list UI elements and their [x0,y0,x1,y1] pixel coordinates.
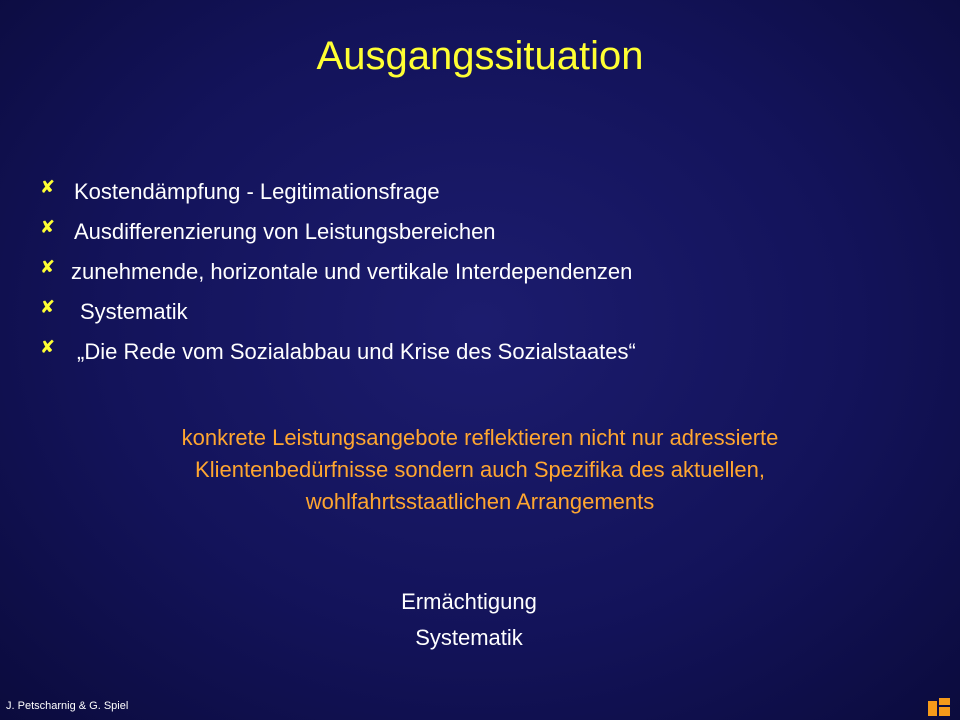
statement-line: konkrete Leistungsangebote reflektieren nicht nur adressierte [181,425,779,450]
keyword-systematics: Systematik [415,625,523,650]
cross-bullet-icon: ✘ [40,257,56,278]
footer-authors: J. Petscharnig & G. Spiel [6,700,129,712]
bullet-text: Kostendämpfung - Legitimationsfrage [74,179,440,204]
cross-bullet-icon: ✘ [40,177,56,198]
statement-paragraph [0,422,960,518]
cross-bullet-icon: ✘ [40,337,56,358]
statement-line: Klientenbedürfnisse sondern auch Spezifika des aktuellen, [195,457,765,482]
bullet-text: „Die Rede vom Sozialabbau und Krise des Sozialstaates“ [77,339,636,364]
bullet-text: zunehmende, horizontale und vertikale Interdependenzen [71,259,633,284]
cross-bullet-icon: ✘ [40,217,56,238]
bullet-text: Systematik [80,299,188,324]
logo-icon [928,698,950,716]
bullet-text: Ausdifferenzierung von Leistungsbereichen [74,219,496,244]
statement-line: wohlfahrtsstaatlichen Arrangements [305,489,655,514]
keyword-empowerment: Ermächtigung [401,589,537,614]
cross-bullet-icon: ✘ [40,297,56,318]
keyword-list [0,584,938,656]
slide-title: Ausgangssituation [316,34,644,78]
